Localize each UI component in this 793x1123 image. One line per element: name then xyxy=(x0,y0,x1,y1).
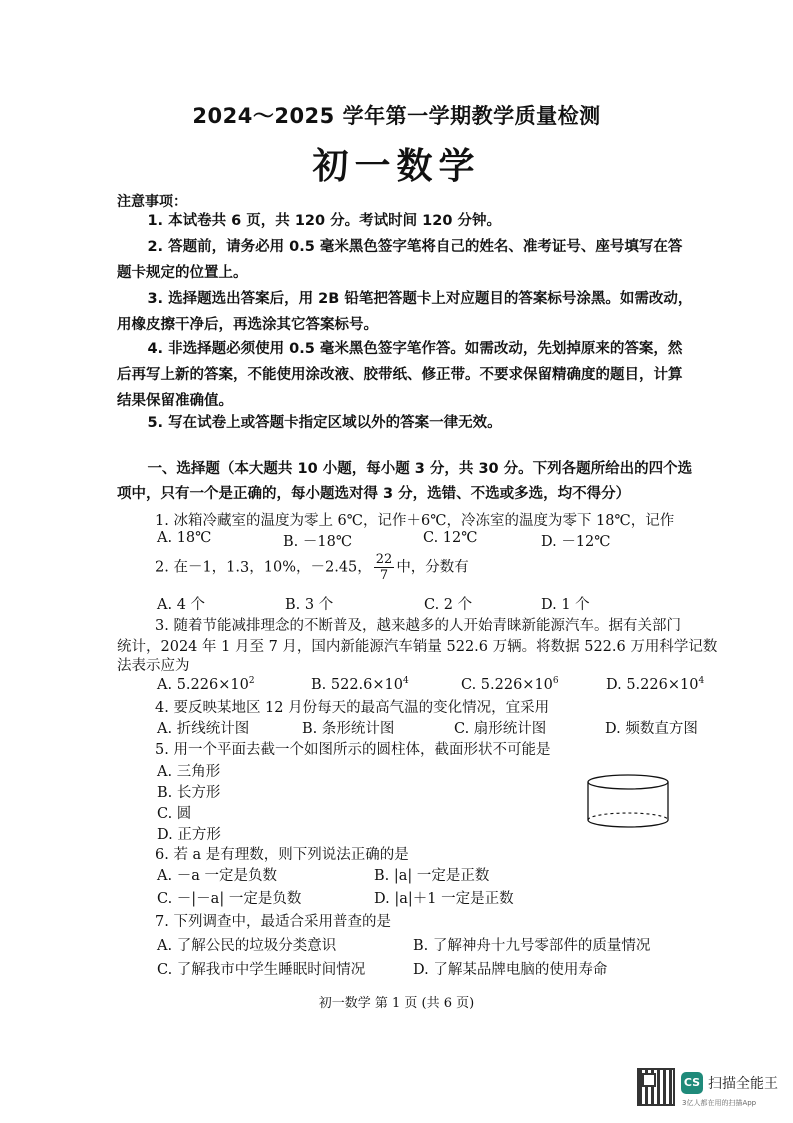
option-c: C. 了解我市中学生睡眠时间情况 xyxy=(157,962,366,978)
note-item: 2. 答题前，请务必用 0.5 毫米黑色签字笔将自己的姓名、准考证号、座号填写在答题卡规定的位置上。 xyxy=(117,239,683,281)
question-3-line3: 法表示应为 xyxy=(117,658,190,674)
option-d: D. 了解某品牌电脑的使用寿命 xyxy=(413,962,608,978)
option-b: B. 长方形 xyxy=(157,785,221,801)
fraction-numerator: 22 xyxy=(375,552,393,567)
question-4: 4. 要反映某地区 12 月份每天的最高气温的变化情况，宜采用 xyxy=(155,700,550,716)
note-item: 1. 本试卷共 6 页，共 120 分。考试时间 120 分钟。 xyxy=(147,213,501,229)
exponent: 4 xyxy=(402,676,409,686)
exponent: 6 xyxy=(552,676,559,686)
option-b: B. －18℃ xyxy=(283,534,353,550)
question-5: 5. 用一个平面去截一个如图所示的圆柱体，截面形状不可能是 xyxy=(155,742,551,758)
option-label: D. 5.226×10 xyxy=(606,676,699,693)
option-b xyxy=(311,676,409,693)
option-label: A. 5.226×10 xyxy=(157,676,249,693)
notes-heading: 注意事项： xyxy=(117,194,187,210)
option-a: A. 三角形 xyxy=(157,764,221,780)
option-b: B. |a| 一定是正数 xyxy=(374,868,490,884)
option-c: C. 扇形统计图 xyxy=(454,721,547,737)
question-6: 6. 若 a 是有理数，则下列说法正确的是 xyxy=(155,847,409,863)
option-b: B. 了解神舟十九号零部件的质量情况 xyxy=(413,938,651,954)
option-a: A. 了解公民的垃圾分类意识 xyxy=(157,938,337,954)
option-b: B. 条形统计图 xyxy=(302,721,395,737)
question-2 xyxy=(155,552,469,583)
question-7: 7. 下列调查中，最适合采用普查的是 xyxy=(155,914,391,930)
q2-fraction xyxy=(374,552,395,583)
camscanner-logo: CS xyxy=(681,1072,703,1094)
q2-text-middle: ，10%，－2.45， xyxy=(249,559,372,576)
note-item: 5. 写在试卷上或答题卡指定区域以外的答案一律无效。 xyxy=(147,415,502,431)
fraction-denominator: 7 xyxy=(379,568,389,583)
option-a: A. －a 一定是负数 xyxy=(157,868,277,884)
option-label: C. 5.226×10 xyxy=(461,676,553,693)
question-3-line1: 3. 随着节能减排理念的不断普及，越来越多的人开始青睐新能源汽车。据有关部门 xyxy=(155,618,681,634)
question-1: 1. 冰箱冷藏室的温度为零上 6℃，记作＋6℃，冷冻室的温度为零下 18℃，记作 xyxy=(155,513,675,529)
section-heading: 一、选择题（本大题共 10 小题，每小题 3 分，共 30 分。下列各题所给出的四个选项中，只有一个是正确的，每小题选对得 3 分，选错、不选或多选，均不得分） xyxy=(117,461,693,502)
note-item: 3. 选择题选出答案后，用 2B 铅笔把答题卡上对应题目的答案标号涂黑。如需改动，用橡皮擦干净后，再选涂其它答案标号。 xyxy=(117,291,693,333)
note-item: 4. 非选择题必须使用 0.5 毫米黑色签字笔作答。如需改动，先划掉原来的答案，然后再写上新的答案，不能使用涂改液、胶带纸、修正带。不要求保留精确度的题目，计算结果保留准确值。 xyxy=(117,341,683,409)
watermark-name: 扫描全能王 xyxy=(708,1076,778,1092)
watermark-subtitle: 3亿人都在用的扫描App xyxy=(682,1099,757,1107)
q2-text-before: 2. 在－1，1. xyxy=(155,559,241,576)
option-c: C. 2 个 xyxy=(424,597,473,613)
option-c: C. 圆 xyxy=(157,806,192,822)
option-a: A. 4 个 xyxy=(157,597,206,613)
option-d: D. 频数直方图 xyxy=(605,721,698,737)
option-c xyxy=(461,676,559,693)
option-d: D. 正方形 xyxy=(157,827,221,843)
option-a: A. 折线统计图 xyxy=(157,721,250,737)
q2-repeat-digit: 3 xyxy=(240,559,250,576)
option-b: B. 3 个 xyxy=(285,597,334,613)
subject-title: 初一数学 xyxy=(312,146,481,187)
option-c: C. －|－a| 一定是负数 xyxy=(157,891,302,907)
option-d: D. |a|＋1 一定是正数 xyxy=(374,891,514,907)
option-c: C. 12℃ xyxy=(423,530,478,546)
option-a xyxy=(157,676,255,693)
cylinder-figure xyxy=(582,772,674,836)
option-d: D. －12℃ xyxy=(541,534,611,550)
option-d xyxy=(606,676,704,693)
exam-title: 2024～2025 学年第一学期教学质量检测 xyxy=(192,104,601,128)
exponent: 2 xyxy=(248,676,255,686)
option-d: D. 1 个 xyxy=(541,597,590,613)
option-a: A. 18℃ xyxy=(157,530,212,546)
exponent: 4 xyxy=(698,676,705,686)
q2-text-after: 中，分数有 xyxy=(396,559,469,576)
question-3-line2: 统计，2024 年 1 月至 7 月，国内新能源汽车销量 522.6 万辆。将数据 522.6 万用科学记数 xyxy=(117,639,718,655)
qr-code-icon xyxy=(637,1068,675,1106)
option-label: B. 522.6×10 xyxy=(311,676,403,693)
page-footer: 初一数学 第 1 页 (共 6 页) xyxy=(318,996,475,1011)
